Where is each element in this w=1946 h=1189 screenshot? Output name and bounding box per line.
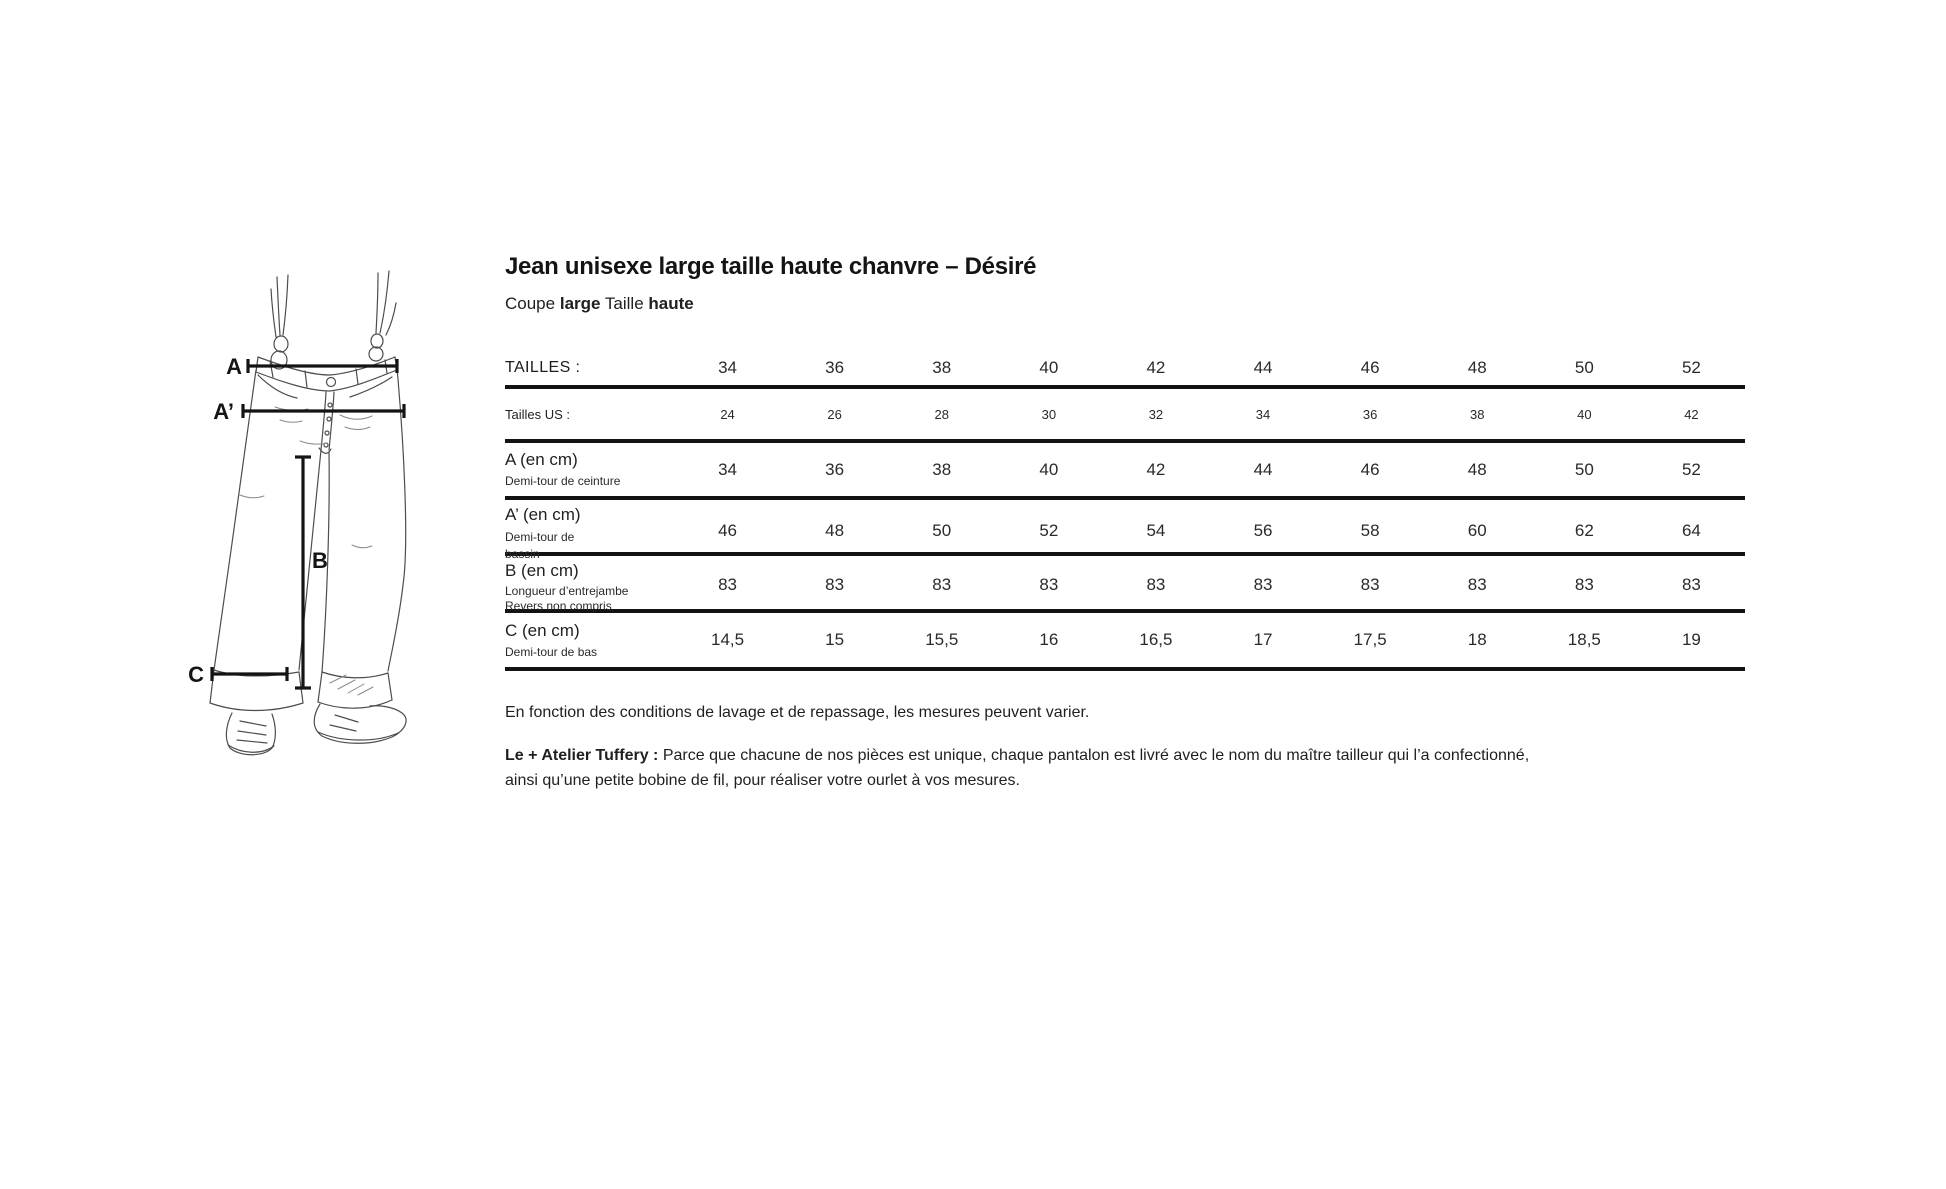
measure-a-prime-value: 62: [1574, 521, 1594, 540]
row-c-subtitle: Demi-tour de bas: [505, 645, 598, 659]
table-row-waist-a: [505, 443, 1745, 500]
size-col-header: 38: [932, 357, 952, 377]
us-size-value: 28: [934, 406, 949, 422]
measure-c-value: 16: [1039, 630, 1059, 649]
us-size-value: 42: [1684, 406, 1699, 422]
measure-a-value: 36: [825, 459, 845, 479]
measure-a-value: 44: [1253, 459, 1273, 479]
row-label-b: [505, 556, 674, 614]
measurement-lines: [212, 359, 404, 688]
row-b-title: B (en cm): [505, 561, 579, 580]
jeans-sketch-svg: [180, 245, 450, 815]
measure-b-value: 83: [1039, 575, 1059, 594]
size-col-header: 46: [1360, 357, 1380, 377]
measure-b-value: 83: [1681, 575, 1701, 594]
us-size-value: 36: [1362, 406, 1378, 422]
measure-c-value: 18: [1467, 630, 1487, 649]
measure-c-value: 15: [825, 630, 845, 649]
measure-a-value: 48: [1467, 459, 1487, 479]
row-b-subtitle-line1: Longueur d’entrejambe: [505, 584, 629, 598]
row-a-prime-subtitle-line1: Demi-tour de: [505, 530, 575, 544]
row-c-title: C (en cm): [505, 621, 580, 640]
atelier-tuffery-note-body: Parce que chacune de nos pièces est unique, chaque pantalon est livré avec le nom du maître tailleur qui l’a confectionné, ainsi qu’une petite bobine de fil, pour réaliser votre ourlet à vos mesures.: [505, 747, 1530, 789]
measure-b-value: 83: [825, 575, 845, 594]
size-col-header: 40: [1039, 357, 1059, 377]
measure-a-value: 46: [1360, 459, 1380, 479]
atelier-tuffery-note-lead: Le + Atelier Tuffery :: [505, 747, 659, 764]
subtitle-prefix: Coupe: [505, 294, 556, 313]
measure-a-prime-value: 52: [1039, 521, 1059, 540]
measure-a-value: 38: [932, 459, 952, 479]
size-col-header: 42: [1146, 357, 1166, 377]
measure-a-prime-value: 48: [825, 521, 845, 540]
measure-a-value: 52: [1681, 459, 1701, 479]
measure-b-value: 83: [1467, 575, 1487, 594]
us-size-value: 30: [1041, 406, 1057, 422]
subtitle-fit: large: [559, 294, 601, 313]
measure-a-value: 40: [1039, 459, 1059, 479]
jeans-sketch: [210, 271, 406, 755]
size-table: [505, 350, 1745, 671]
measure-b-value: 83: [1146, 575, 1166, 594]
row-label-a-prime: [505, 500, 674, 562]
measure-a-prime-value: 56: [1253, 521, 1273, 540]
measure-label-c: C: [188, 662, 204, 687]
washing-disclaimer: En fonction des conditions de lavage et de repassage, les mesures peuvent varier.: [505, 704, 1090, 721]
measure-a-prime-value: 60: [1467, 521, 1487, 540]
measure-a-prime-value: 64: [1681, 521, 1701, 540]
measure-b-value: 83: [1574, 575, 1594, 594]
us-size-value: 40: [1577, 406, 1592, 422]
row-label-us: Tailles US :: [505, 406, 571, 422]
measure-c-value: 17,5: [1353, 630, 1387, 649]
measure-a-prime-value: 50: [932, 521, 952, 540]
measure-a-prime-value: 58: [1360, 521, 1380, 540]
row-a-prime-subtitle-line2: bassin: [505, 547, 540, 561]
size-col-header: 50: [1574, 357, 1594, 377]
size-col-header: 52: [1681, 357, 1701, 377]
table-row-inseam-b: [505, 556, 1745, 613]
size-col-header: 44: [1253, 357, 1273, 377]
measure-a-prime-value: 54: [1146, 521, 1166, 540]
subtitle-mid: Taille: [604, 294, 644, 313]
measure-label-a: A: [226, 354, 242, 379]
us-size-value: 34: [1255, 406, 1271, 422]
measure-c-value: 19: [1681, 630, 1701, 649]
subtitle-rise: haute: [648, 294, 694, 313]
measure-c-value: 16,5: [1139, 630, 1173, 649]
size-guide-content: [505, 252, 1745, 793]
measure-a-prime-value: 46: [718, 521, 737, 540]
table-row-hips-a-prime: [505, 500, 1745, 561]
measure-c-value: 18,5: [1567, 630, 1601, 649]
us-size-value: 24: [720, 406, 735, 422]
size-col-header: 34: [718, 357, 737, 377]
jeans-sketch-wrinkles: [240, 407, 373, 695]
measure-label-b: B: [312, 548, 328, 573]
atelier-tuffery-note: [505, 743, 1550, 793]
product-cut-subtitle: [505, 294, 1745, 314]
measure-b-value: 83: [932, 575, 952, 594]
us-size-value: 26: [827, 406, 842, 422]
us-size-value: 38: [1470, 406, 1485, 422]
row-a-prime-title: A’ (en cm): [505, 505, 581, 524]
jeans-measurement-diagram: [180, 245, 450, 815]
us-size-value: 32: [1148, 406, 1164, 422]
size-col-header: 48: [1467, 357, 1487, 377]
row-a-subtitle: Demi-tour de ceinture: [505, 474, 621, 488]
measure-a-value: 50: [1574, 459, 1594, 479]
measure-b-value: 83: [1360, 575, 1380, 594]
row-a-title: A (en cm): [505, 450, 578, 469]
measure-a-value: 42: [1146, 459, 1166, 479]
size-col-header: 36: [825, 357, 845, 377]
measure-a-value: 34: [718, 459, 737, 479]
row-b-subtitle-line2: Revers non compris: [505, 599, 612, 613]
measure-c-value: 14,5: [711, 630, 745, 649]
table-row-sizes-eu: [505, 350, 1745, 389]
product-title: Jean unisexe large taille haute chanvre – Désiré: [505, 253, 1037, 280]
measure-b-value: 83: [718, 575, 737, 594]
row-label-c: [505, 613, 674, 667]
measure-c-value: 17: [1253, 630, 1273, 649]
measure-c-value: 15,5: [925, 630, 959, 649]
measure-b-value: 83: [1253, 575, 1273, 594]
measure-label-a-prime: A’: [213, 399, 234, 424]
row-label-a: [505, 443, 674, 496]
row-label-sizes: TAILLES :: [505, 358, 581, 376]
table-row-hem-c: [505, 613, 1745, 671]
table-row-sizes-us: [505, 389, 1745, 443]
